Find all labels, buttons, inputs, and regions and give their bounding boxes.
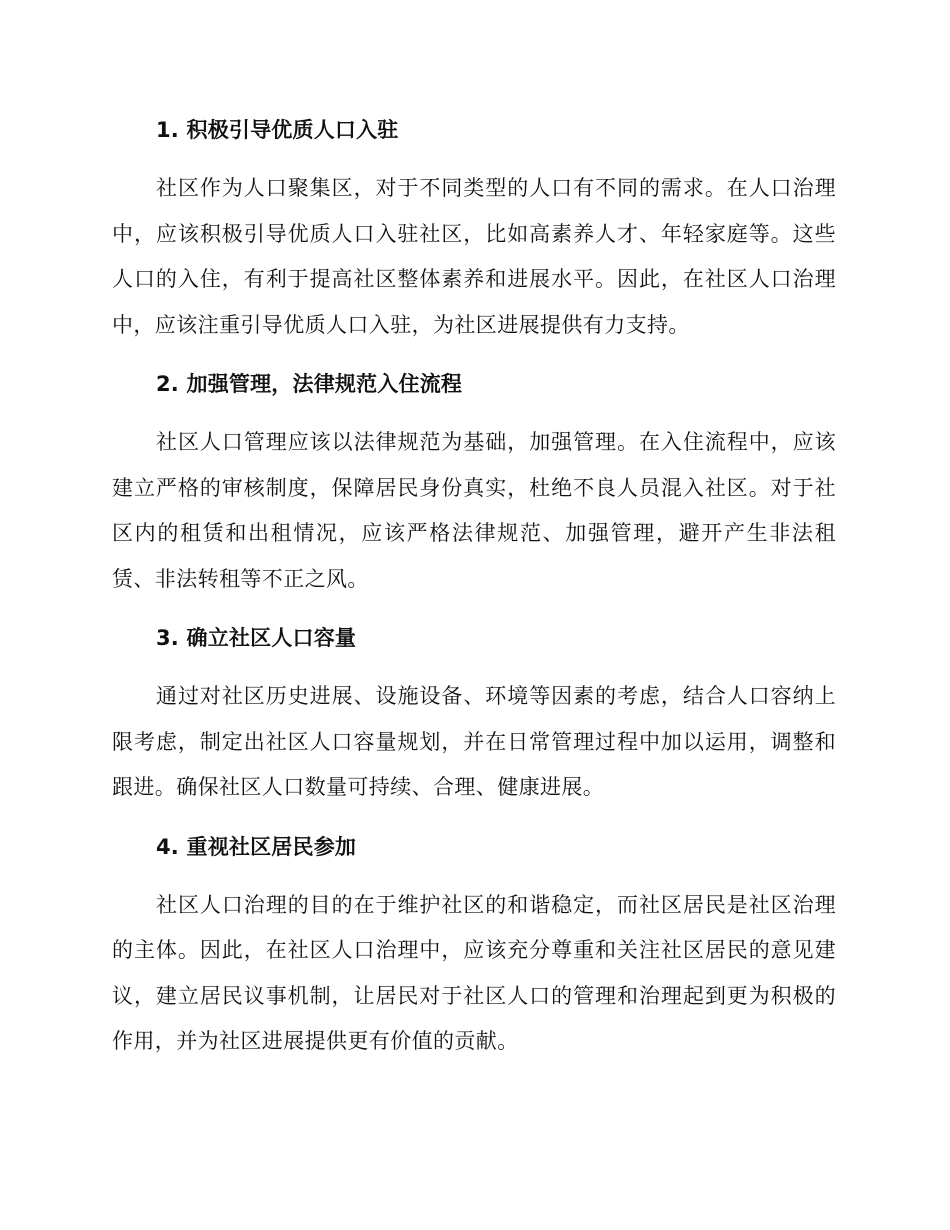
document-content	[112, 112, 836, 1083]
section-heading: 2. 加强管理，法律规范入住流程	[156, 372, 463, 396]
section-3	[112, 620, 836, 811]
section-paragraph: 社区作为人口聚集区，对于不同类型的人口有不同的需求。在人口治理中，应该积极引导优质人口入驻社区，比如高素养人才、年轻家庭等。这些人口的入住，有利于提高社区整体素养和进展水平。因此，在社区人口治理中，应该注重引导优质人口入驻，为社区进展提供有力支持。	[112, 176, 836, 337]
section-heading: 3. 确立社区人口容量	[156, 626, 357, 650]
section-2	[112, 366, 836, 602]
section-paragraph: 通过对社区历史进展、设施设备、环境等因素的考虑，结合人口容纳上限考虑，制定出社区人口容量规划，并在日常管理过程中加以运用，调整和跟进。确保社区人口数量可持续、合理、健康进展。	[112, 684, 836, 799]
section-1	[112, 112, 836, 348]
section-paragraph: 社区人口管理应该以法律规范为基础，加强管理。在入住流程中，应该建立严格的审核制度，保障居民身份真实，杜绝不良人员混入社区。对于社区内的租赁和出租情况，应该严格法律规范、加强管理，避开产生非法租赁、非法转租等不正之风。	[112, 430, 836, 591]
section-heading: 1. 积极引导优质人口入驻	[156, 118, 399, 142]
section-heading: 4. 重视社区居民参加	[156, 834, 357, 859]
section-paragraph: 社区人口治理的目的在于维护社区的和谐稳定，而社区居民是社区治理的主体。因此，在社区人口治理中，应该充分尊重和关注社区居民的意见建议，建立居民议事机制，让居民对于社区人口的管理和治理起到更为积极的作用，并为社区进展提供更有价值的贡献。	[112, 892, 836, 1053]
section-4	[112, 829, 836, 1065]
